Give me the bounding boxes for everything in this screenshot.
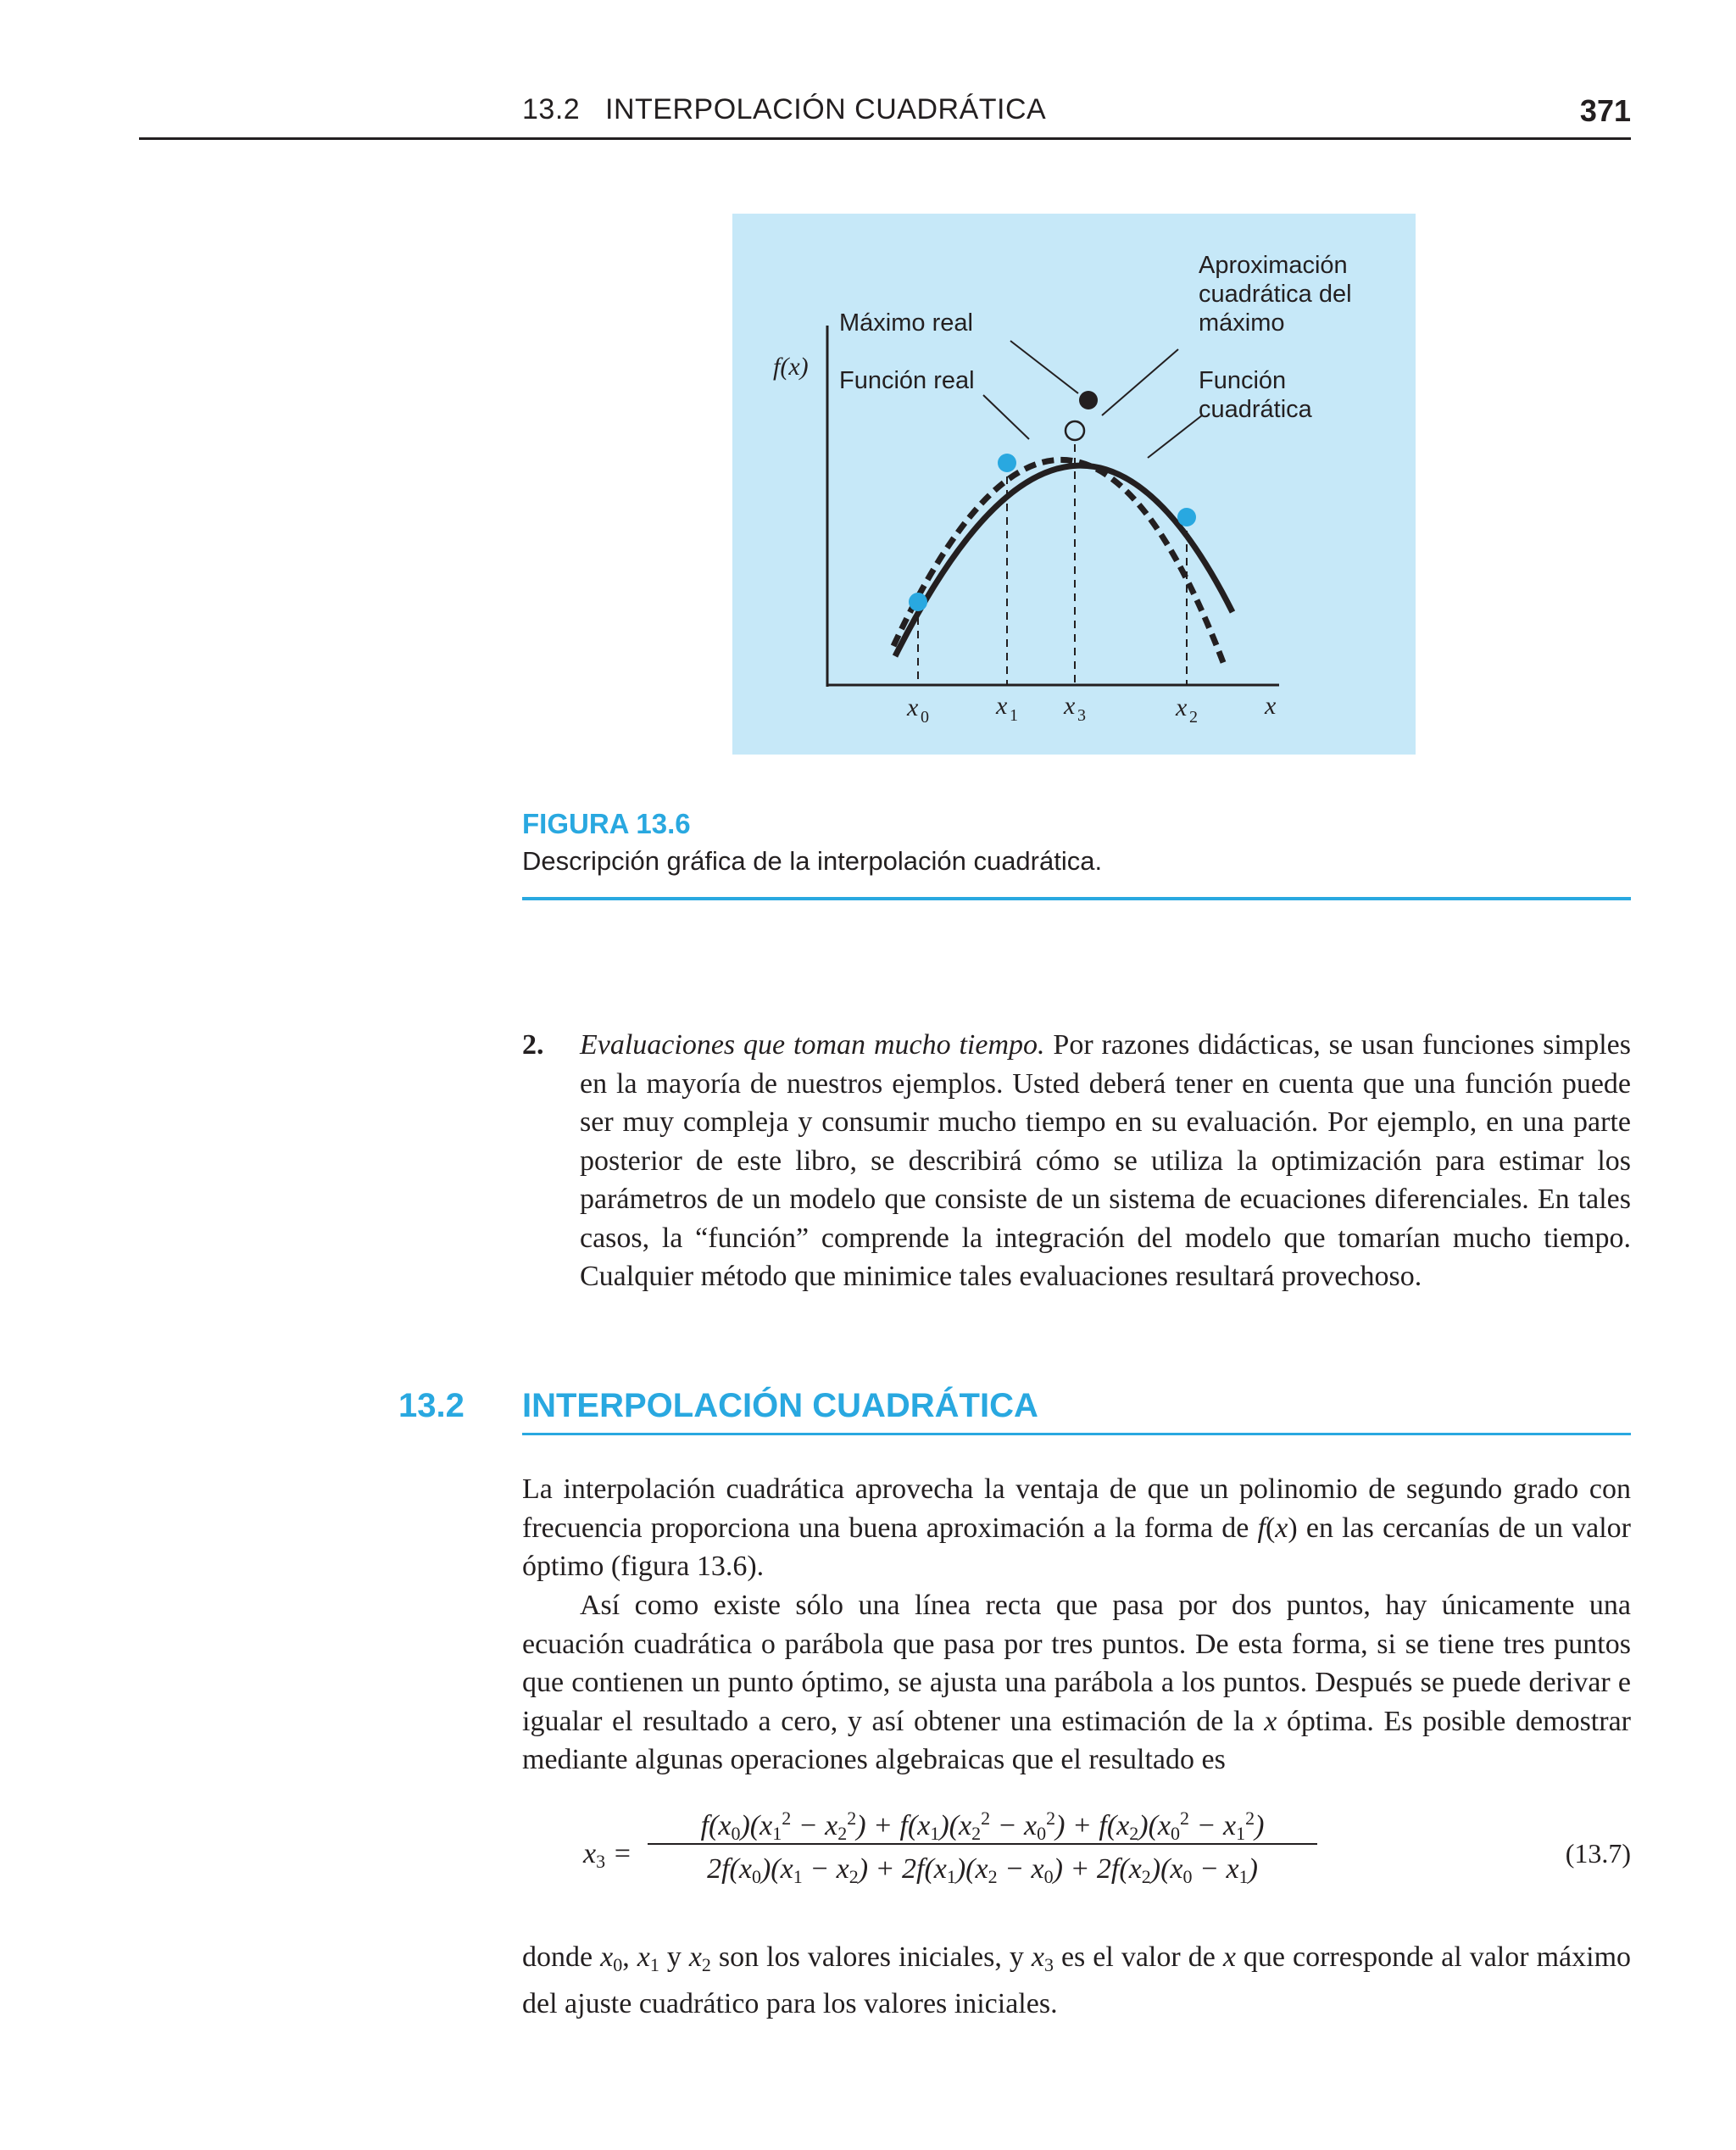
tick-x2: x: [1176, 693, 1188, 721]
fraction-bar: [648, 1843, 1317, 1845]
figure-13-6: [732, 214, 1416, 755]
tick-x0: x: [907, 693, 919, 721]
p1-text-b: en las cercanías de un valor óptimo (figura 13.6).: [522, 1512, 1631, 1582]
list-item-title: Evaluaciones que toman mucho tiempo.: [580, 1029, 1045, 1061]
equation-numerator: $f(x_0)(x_1^2 - x_2^2) + f(x_1)(x_2^2 - x_0^2) + f(x_2)(x_0^2 - x_1^2)$: [700, 1807, 1265, 1844]
p3-x0-sub: 0: [613, 1954, 623, 1975]
page-number: 371: [1579, 93, 1631, 128]
p2-text-a: Así como existe sólo una línea recta que pasa por dos puntos, hay únicamente una ecuación cuadrática o parábola que pasa por tres puntos. De esta forma, si se tiene tres puntos que contienen un punto óptimo, se ajusta una parábola a los puntos. Después se puede derivar e igualar el resultado a cero, y así obtener una estimación de la: [522, 1590, 1631, 1737]
p3-x: x: [1222, 1941, 1236, 1973]
tick-x2-sub: 2: [1189, 708, 1198, 727]
list-item-number: 2.: [522, 1029, 544, 1061]
section-title: INTERPOLACIÓN CUADRÁTICA: [522, 1387, 1631, 1435]
p1-x: x: [1275, 1512, 1288, 1544]
true-function-curve: [895, 465, 1232, 656]
label-quad-function-1: Función: [1199, 367, 1287, 394]
x-axis-label: x: [1265, 692, 1277, 720]
label-quad-approx-2: cuadrática del: [1199, 281, 1352, 308]
pointer-quad-max: [1102, 349, 1178, 415]
running-header: [139, 93, 1631, 140]
p3-text-1: donde: [522, 1941, 601, 1973]
point-true-max: [1079, 391, 1098, 409]
p3-text-6: que corresponde al valor máximo del ajuste cuadrático para los valores iniciales.: [522, 1941, 1632, 2019]
label-quad-function-2: cuadrática: [1199, 396, 1312, 423]
equation-13-7: [522, 1796, 1631, 1923]
label-quad-approx-1: Aproximación: [1199, 252, 1348, 279]
p3-x2: x: [688, 1941, 702, 1973]
p3-text-2: ,: [622, 1941, 637, 1973]
list-item: [522, 1026, 1631, 1296]
label-quad-approx-3: máximo: [1199, 309, 1285, 337]
list-item-text: Por razones didácticas, se usan funciones simples en la mayoría de nuestros ejemplos. Usted deberá tener en cuenta que una función puede ser muy compleja y consumir mucho tiempo en su evaluación. Por ejemplo, en una parte posterior de este libro, se describirá cómo se utiliza la optimización para estimar los parámetros de un modelo que consiste de un sistema de ecuaciones diferenciales. En tales casos, la “función” comprende la integración del modelo que tomarían mucho tiempo. Cualquier método que minimice tales evaluaciones resultará provechoso.: [580, 1029, 1632, 1292]
p3-x3-sub: 3: [1043, 1954, 1054, 1975]
tick-x3: x: [1064, 692, 1076, 720]
section-number: 13.2: [398, 1387, 465, 1424]
pointer-true-max: [1010, 341, 1078, 393]
point-x2: [1177, 508, 1196, 526]
paragraph-3: [522, 1938, 1631, 2023]
pointer-true-function: [983, 395, 1029, 439]
tick-x3-sub: 3: [1077, 706, 1086, 725]
label-true-max: Máximo real: [839, 309, 973, 337]
tick-x1-sub: 1: [1010, 706, 1018, 725]
y-axis-label: f(x): [773, 353, 809, 381]
p3-x3: x: [1031, 1941, 1044, 1973]
label-true-function: Función real: [839, 367, 975, 394]
list-item-body: [580, 1026, 1631, 1296]
equation-number: (13.7): [1565, 1838, 1631, 1869]
point-x0: [909, 593, 927, 611]
header-section-title: 13.2 INTERPOLACIÓN CUADRÁTICA: [522, 93, 1047, 125]
figure-diagram: [732, 214, 1416, 755]
quadratic-function-curve: [893, 460, 1224, 665]
figure-number: FIGURA 13.6: [522, 808, 691, 839]
equation-lhs: $x_3$ =: [583, 1838, 632, 1872]
p3-x0: x: [600, 1941, 614, 1973]
p3-text-4: son los valores iniciales, y: [710, 1941, 1032, 1973]
p3-text-3: y: [659, 1941, 689, 1973]
point-x1: [998, 454, 1016, 472]
point-x3-approx-max: [1066, 421, 1084, 440]
pointer-quad-function: [1148, 415, 1202, 458]
p3-x1: x: [637, 1941, 650, 1973]
p1-fx: f: [1257, 1512, 1266, 1544]
paragraph-1: [522, 1470, 1631, 1586]
p3-text-5: es el valor de: [1053, 1941, 1223, 1973]
equation-denominator: $2f(x_0)(x_1 - x_2) + 2f(x_1)(x_2 - x_0) + 2f(x_2)(x_0 - x_1)$: [707, 1853, 1258, 1887]
p1-text-a: La interpolación cuadrática aprovecha la ventaja de que un polinomio de segundo grado con frecuencia proporciona una buena aproximación a la forma de: [522, 1473, 1631, 1544]
figure-caption: [522, 805, 1631, 900]
p3-x2-sub: 2: [701, 1954, 711, 1975]
p2-text-b: óptima. Es posible demostrar mediante algunas operaciones algebraicas que el resultado es: [522, 1705, 1631, 1775]
p2-x: x: [1264, 1705, 1277, 1737]
section-heading: [398, 1387, 1631, 1436]
tick-x1: x: [996, 692, 1008, 720]
paragraph-2: [522, 1586, 1631, 1780]
tick-x0-sub: 0: [921, 708, 929, 727]
p1-paren-close: ): [1288, 1512, 1298, 1544]
figure-caption-text: Descripción gráfica de la interpolación cuadrática.: [522, 846, 1103, 876]
p1-paren-open: (: [1265, 1512, 1276, 1544]
p3-x1-sub: 1: [649, 1954, 659, 1975]
equation-fraction: [648, 1796, 1317, 1892]
